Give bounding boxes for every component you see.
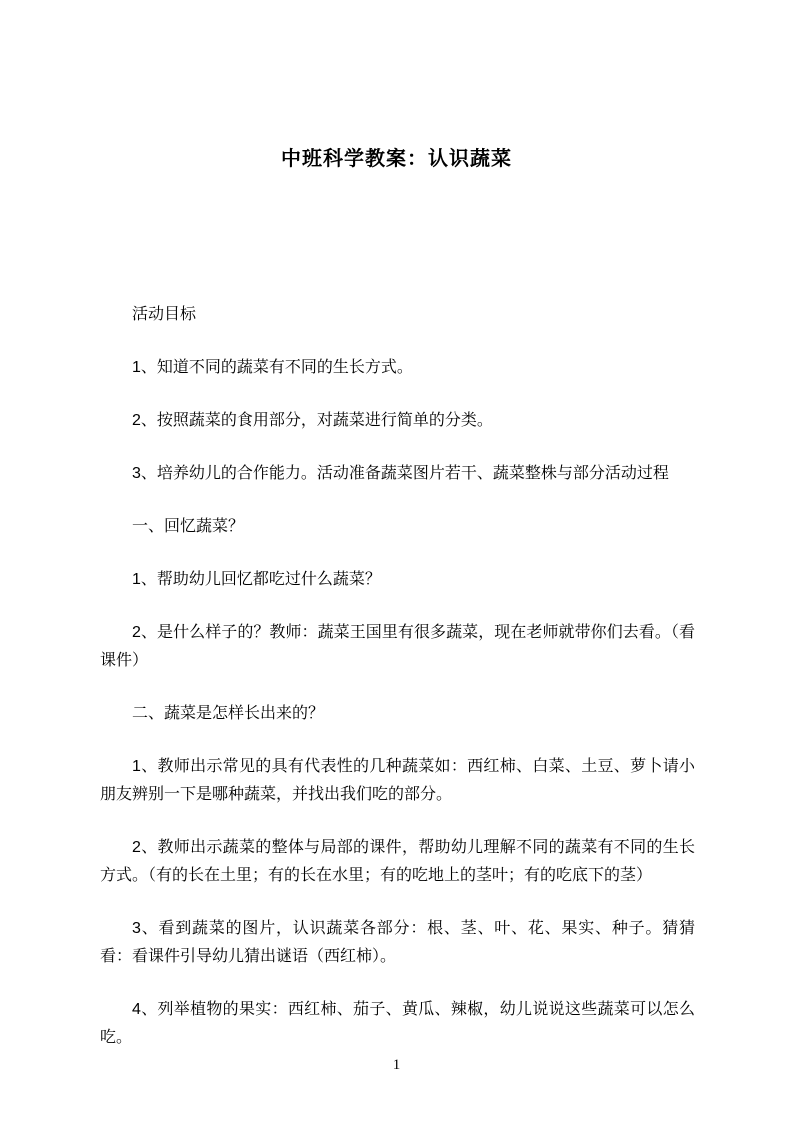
paragraph-activity-goals: 活动目标 [132, 306, 197, 323]
paragraph-section-2: 二、蔬菜是怎样长出来的？ [132, 705, 325, 722]
document-title: 中班科学教案：认识蔬菜 [281, 148, 512, 170]
paragraph-section-2-item-1: 1、教师出示常见的具有代表性的几种蔬菜如：西红柿、白菜、土豆、萝卜请小朋友辨别一下是哪种蔬菜，并找出我们吃的部分。 [100, 758, 695, 803]
paragraph-goal-1: 1、知道不同的蔬菜有不同的生长方式。 [132, 359, 413, 376]
paragraph-goal-2: 2、按照蔬菜的食用部分，对蔬菜进行简单的分类。 [132, 412, 493, 429]
paragraph-section-1-item-2: 2、是什么样子的？教师：蔬菜王国里有很多蔬菜，现在老师就带你们去看。（看课件） [100, 624, 695, 669]
paragraph-section-2-item-4: 4、列举植物的果实：西红柿、茄子、黄瓜、辣椒，幼儿说说这些蔬菜可以怎么吃。 [100, 1001, 695, 1046]
document-body [0, 301, 793, 1052]
paragraph-section-2-item-2: 2、教师出示蔬菜的整体与局部的课件，帮助幼儿理解不同的蔬菜有不同的生长方式。（有的长在土里；有的长在水里；有的吃地上的茎叶；有的吃底下的茎） [100, 839, 695, 884]
paragraph-section-1: 一、回忆蔬菜？ [132, 518, 245, 535]
paragraph-section-1-item-1: 1、帮助幼儿回忆都吃过什么蔬菜？ [132, 571, 381, 588]
page-number: 1 [392, 1057, 401, 1073]
paragraph-goal-3: 3、培养幼儿的合作能力。活动准备蔬菜图片若干、蔬菜整株与部分活动过程 [132, 465, 669, 482]
paragraph-section-2-item-3: 3、看到蔬菜的图片，认识蔬菜各部分：根、茎、叶、花、果实、种子。猜猜看：看课件引导幼儿猜出谜语（西红柿）。 [100, 920, 695, 965]
